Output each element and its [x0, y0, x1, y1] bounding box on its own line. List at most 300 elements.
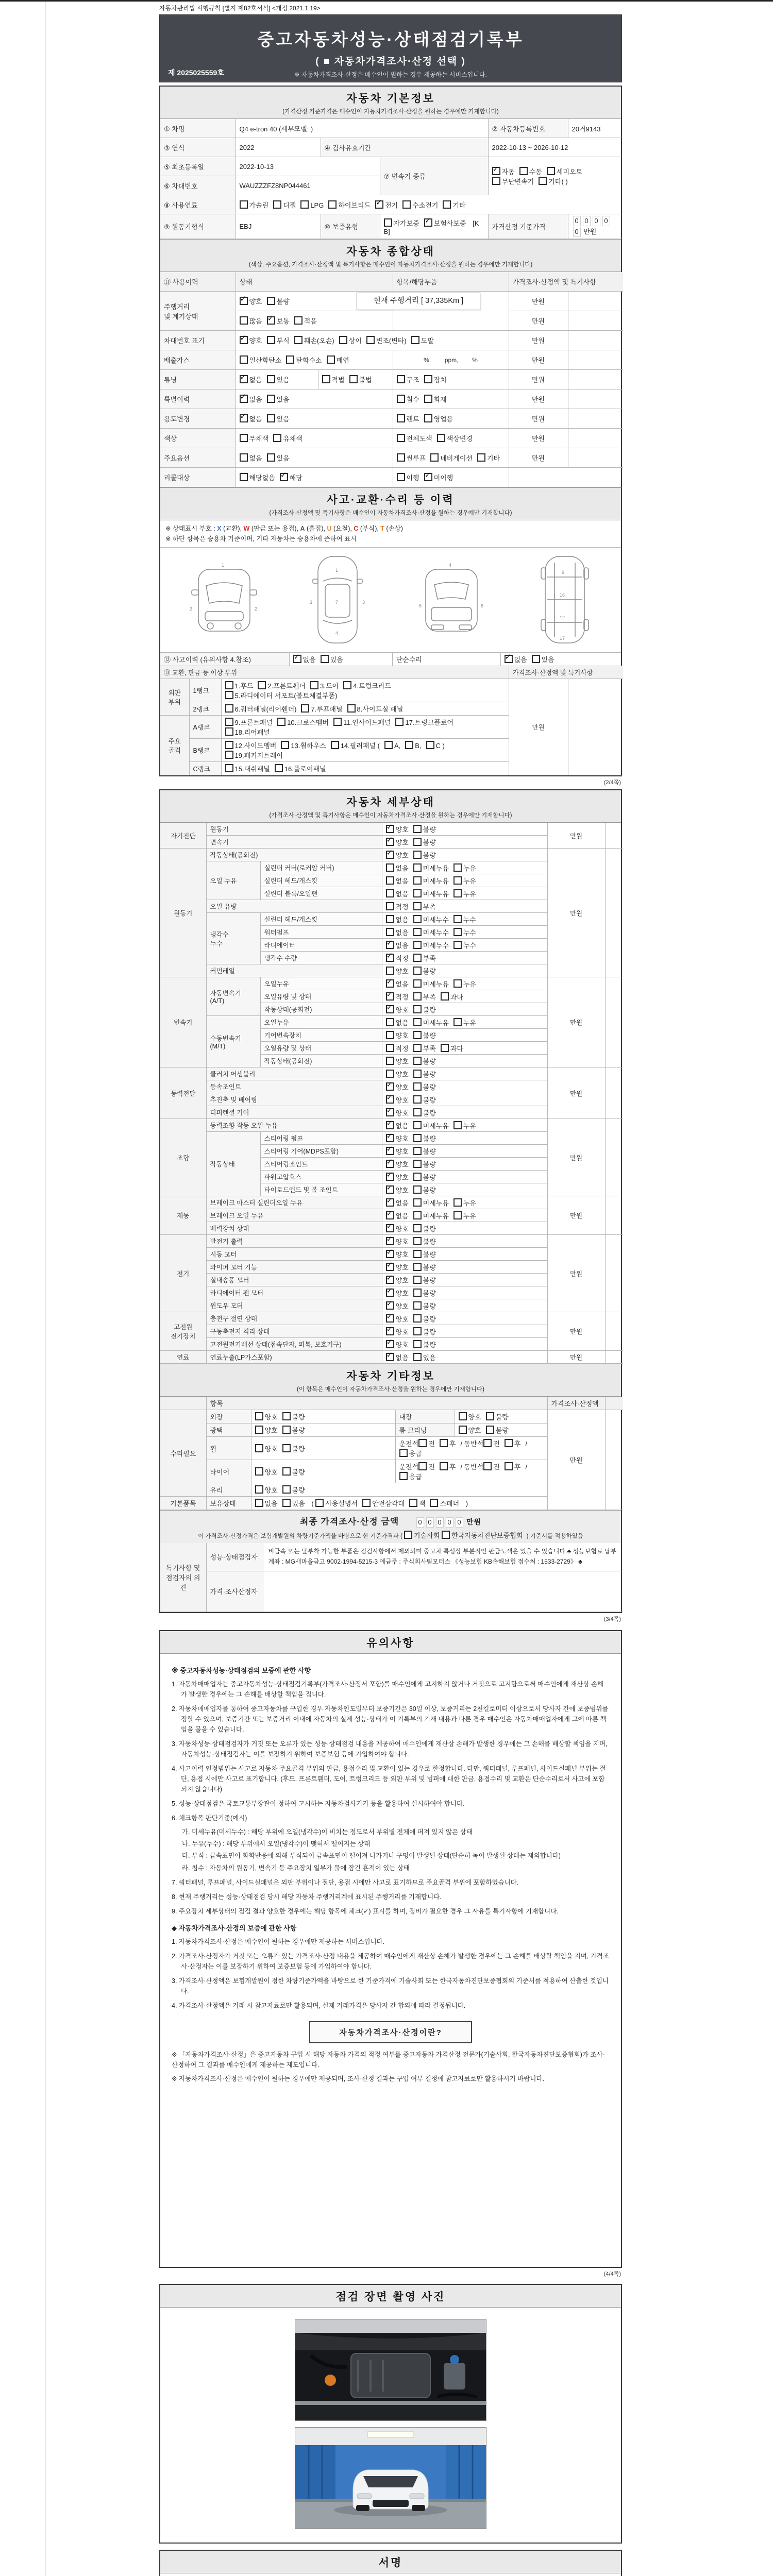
checkbox-option[interactable]: 양호	[255, 1485, 278, 1495]
svg-text:7: 7	[335, 600, 339, 605]
checkbox-option[interactable]: 기술사회	[404, 1530, 440, 1540]
checkbox-option[interactable]: 해당없음	[240, 472, 275, 482]
checkbox-icon	[282, 1485, 291, 1494]
checkbox-option[interactable]: LPG	[300, 200, 324, 209]
checkbox-option[interactable]: 부족	[413, 992, 436, 1002]
checkbox-icon	[386, 1314, 394, 1323]
label-cell: 냉각수 수량	[260, 952, 382, 964]
checkbox-option[interactable]: 누유	[453, 1018, 476, 1027]
checkbox-option[interactable]: 불량	[413, 1133, 436, 1143]
checkbox-option[interactable]: 세미오토	[547, 166, 582, 176]
checkbox-option[interactable]: ✓ 양호	[386, 1005, 409, 1014]
checkbox-option[interactable]: 양호	[255, 1444, 278, 1453]
checkbox-option[interactable]: ✓ 적정	[386, 953, 409, 963]
checkbox-option[interactable]: ✓ 보험사보증	[424, 218, 466, 228]
checkbox-option[interactable]: 탄화수소	[286, 355, 322, 365]
label-cell: 색상	[160, 429, 236, 448]
checkbox-option[interactable]: A,	[384, 741, 400, 750]
checkbox-option[interactable]: 훼손(오손)	[294, 335, 334, 345]
checkbox-option[interactable]: 불량	[282, 1425, 305, 1435]
checkbox-option[interactable]: 이행	[397, 472, 419, 482]
checkbox-option[interactable]: 잭	[409, 1498, 426, 1508]
price-cell: 만원	[547, 1351, 605, 1364]
checkbox-option[interactable]: 4.트렁크리드	[343, 681, 391, 690]
checkbox-option[interactable]: 응급	[399, 1448, 422, 1458]
label-cell: 특별이력	[160, 389, 236, 409]
checkbox-icon	[267, 375, 275, 383]
checkbox-option[interactable]: 과다	[441, 1043, 463, 1053]
checkbox-option[interactable]: 불량	[413, 1172, 436, 1182]
checkbox-option[interactable]: ✓ 없음	[386, 1352, 409, 1362]
checkbox-option[interactable]: 12.사이드멤버	[225, 740, 277, 750]
checkbox-option[interactable]: 있음	[267, 394, 290, 404]
checkbox-option[interactable]: ✓ 양호	[386, 1249, 409, 1259]
checkbox-option[interactable]: 미세누유	[413, 1121, 449, 1130]
value-cell	[221, 702, 509, 716]
label-cell: 특기사항 및 점검자의 의견	[160, 1543, 206, 1612]
checkbox-icon	[413, 1018, 422, 1026]
checkbox-option[interactable]: 없음	[386, 889, 409, 899]
checkbox-option[interactable]: 구조	[397, 375, 419, 384]
checkbox-option[interactable]: 불량	[413, 1224, 436, 1233]
checkbox-option[interactable]: ✓ 양호	[386, 1185, 409, 1195]
checkbox-option[interactable]: 불량	[413, 1005, 436, 1014]
checkbox-option[interactable]: 도말	[411, 335, 434, 345]
checkbox-option[interactable]: 5.라디에이터 서포트(볼트체결부품)	[225, 690, 338, 700]
checkbox-option[interactable]: ✓ 양호	[386, 1275, 409, 1285]
checkbox-option[interactable]: 양호	[386, 1069, 409, 1079]
checkbox-option[interactable]: 네비게이션	[430, 453, 473, 463]
value-cell	[236, 195, 623, 214]
checkbox-option[interactable]: ✓ 없음	[386, 940, 409, 950]
final-price-note: 이 가격조사·산정가격은 보험개발원의 차량기준가액을 바탕으로 한 기준가격과 ( 기술사회 한국자동차진단보증협회 ) 기준서를 적용하였음	[160, 1530, 621, 1540]
checkbox-icon	[409, 1499, 417, 1507]
checkbox-option[interactable]: 수동	[519, 166, 542, 176]
band-etc-info	[160, 1364, 621, 1397]
label-cell: C랭크	[189, 762, 221, 775]
checkbox-option[interactable]: 자가보증	[384, 218, 419, 228]
checkbox-option[interactable]: 10.크로스멤버	[277, 717, 329, 727]
checkbox-option[interactable]: 있음	[282, 1498, 305, 1508]
checkbox-icon	[293, 655, 301, 663]
law-reference: 자동차관리법 시행규칙 [별지 제82호서식] <개정 2021.1.19>	[159, 5, 321, 12]
checkbox-option[interactable]: 침수	[397, 394, 419, 404]
checkbox-option[interactable]: 불량	[413, 1275, 436, 1285]
value-cell	[488, 157, 623, 195]
checkbox-icon	[386, 1211, 394, 1219]
checkbox-option[interactable]: 14.필러패널 (	[331, 740, 380, 750]
checkbox-option[interactable]: ✓ 없음	[240, 375, 262, 384]
checkbox-option[interactable]: 무단변속기	[492, 176, 534, 186]
checkbox-icon	[386, 1070, 394, 1078]
checkbox-option[interactable]: ✓ 없음	[293, 654, 316, 664]
checkbox-icon	[413, 1237, 422, 1245]
checkbox-option[interactable]: 미세누유	[413, 876, 449, 886]
checkbox-option[interactable]: 변조(변타)	[366, 335, 407, 345]
checkbox-option[interactable]: ✓ 양호	[386, 1301, 409, 1311]
checkbox-option[interactable]: 미세누유	[413, 1198, 449, 1208]
checkbox-option[interactable]: 부족	[413, 902, 436, 911]
value-cell	[289, 653, 392, 666]
checkbox-icon	[413, 1095, 422, 1104]
checkbox-option[interactable]: 불량	[413, 1185, 436, 1195]
checkbox-option[interactable]: 색상변경	[437, 433, 473, 443]
checkbox-option[interactable]: 있음	[413, 1352, 436, 1362]
checkbox-option[interactable]: 적음	[294, 316, 317, 326]
checkbox-icon	[397, 473, 405, 481]
checkbox-option[interactable]: 불량	[413, 1146, 436, 1156]
label-cell: 가격·조사산정자	[206, 1571, 263, 1612]
checkbox-option[interactable]: ✓ 보통	[267, 316, 290, 326]
checkbox-option[interactable]: 후	[440, 1438, 456, 1448]
checkbox-option[interactable]: 무채색	[240, 433, 269, 443]
checkbox-icon	[267, 297, 275, 305]
checkbox-option[interactable]: 부식	[267, 335, 290, 345]
checkbox-option[interactable]: 양호	[255, 1467, 278, 1477]
checkbox-option[interactable]: 누유	[453, 979, 476, 989]
checkbox-option[interactable]: 8.사이드실 패널	[347, 704, 404, 714]
checkbox-icon	[426, 741, 434, 749]
checkbox-option[interactable]: 있음	[267, 414, 290, 423]
label-cell: 와이퍼 모터 기능	[206, 1261, 382, 1274]
checkbox-icon	[282, 1412, 291, 1420]
label-cell: 리콜대상	[160, 468, 236, 487]
checkbox-icon	[413, 1353, 422, 1361]
checkbox-option[interactable]: 7.루프패널	[301, 704, 342, 714]
checkbox-option[interactable]: 불량	[413, 1288, 436, 1298]
checkbox-option[interactable]: 불량	[413, 1030, 436, 1040]
checkbox-option[interactable]: 기타	[443, 200, 465, 210]
checkbox-option[interactable]: 불량	[486, 1425, 509, 1435]
checkbox-icon	[430, 453, 439, 462]
checkbox-option[interactable]: 미세누수	[413, 940, 449, 950]
checkbox-option[interactable]: 수소전기	[402, 200, 438, 210]
checkbox-icon	[273, 434, 281, 442]
checkbox-option[interactable]: 불량	[413, 1262, 436, 1272]
checkbox-option[interactable]: 부족	[413, 953, 436, 963]
checkbox-option[interactable]: C )	[426, 741, 445, 750]
checkbox-option[interactable]: ✓ 해당	[280, 472, 303, 482]
checkbox-option[interactable]: 불량	[413, 1159, 436, 1169]
checkbox-option[interactable]: 양호	[386, 966, 409, 976]
checkbox-option[interactable]: 과다	[441, 992, 463, 1002]
checkbox-option[interactable]: ✓ 없음	[386, 1211, 409, 1221]
label-cell: 스티어링 펌프	[260, 1132, 382, 1145]
checkbox-option[interactable]: 불량	[413, 824, 436, 834]
checkbox-option[interactable]: ✓ 없음	[505, 654, 527, 664]
checkbox-option[interactable]: 전	[483, 1438, 500, 1448]
checkbox-option[interactable]: 없음	[386, 914, 409, 924]
checkbox-option[interactable]: 불량	[267, 296, 290, 306]
checkbox-option[interactable]: ✓ 양호	[386, 1340, 409, 1349]
checkbox-option[interactable]: 하이브리드	[328, 200, 371, 210]
amount-digit-box: 0	[416, 1517, 424, 1528]
svg-text:12: 12	[560, 615, 565, 620]
checkbox-option[interactable]: ✓ 없음	[386, 1198, 409, 1208]
checkbox-option[interactable]: ✓ 적정	[386, 992, 409, 1002]
checkbox-option[interactable]: 누유	[453, 1211, 476, 1221]
value-cell: 20거9143	[568, 119, 623, 138]
checkbox-option[interactable]: 미세누유	[413, 1211, 449, 1221]
checkbox-option[interactable]: 있음	[532, 654, 554, 664]
value-cell	[605, 1196, 623, 1235]
checkbox-option[interactable]: 없음	[386, 927, 409, 937]
checkbox-option[interactable]: 불량	[413, 1056, 436, 1066]
checkbox-option[interactable]: 불법	[349, 375, 372, 384]
checkbox-option[interactable]: 전	[483, 1462, 500, 1471]
checkbox-option[interactable]: 2.프론트휀더	[258, 681, 306, 690]
value-cell	[382, 939, 547, 952]
checkbox-option[interactable]: ✓ 양호	[386, 1224, 409, 1233]
checkbox-icon	[282, 1444, 291, 1452]
value-cell	[455, 1410, 547, 1423]
checkbox-option[interactable]: 양호	[459, 1412, 481, 1421]
final-price-band	[160, 1510, 621, 1543]
checkbox-option[interactable]: 17.트렁크플로어	[395, 717, 453, 727]
checkbox-option[interactable]: 디젤	[273, 200, 296, 210]
checkbox-option[interactable]: 없음	[386, 876, 409, 886]
checkbox-option[interactable]: 전	[418, 1438, 435, 1448]
checkbox-option[interactable]: 불량	[282, 1444, 305, 1453]
checkbox-option[interactable]: 불량	[282, 1467, 305, 1477]
checkbox-option[interactable]: ✓ 없음	[240, 394, 262, 404]
checkbox-option[interactable]: ✓ 없음	[240, 414, 262, 423]
price-cell: 만원	[509, 448, 568, 468]
etc-info-table	[160, 1397, 623, 1510]
checkbox-option[interactable]: 한국자동차진단보증협회	[442, 1530, 523, 1540]
checkbox-icon	[347, 704, 356, 713]
checkbox-icon	[486, 1412, 494, 1420]
checkbox-option[interactable]: 19.패키지트레이	[225, 750, 283, 760]
checkbox-option[interactable]: ✓ 양호	[386, 850, 409, 860]
amount-digit-box: 0	[573, 216, 581, 226]
checkbox-option[interactable]: 화재	[424, 394, 447, 404]
checkbox-option[interactable]: 불량	[413, 1236, 436, 1246]
checkbox-option[interactable]: 15.대쉬패널	[225, 764, 270, 773]
checkbox-icon	[331, 741, 339, 749]
checkbox-icon	[492, 177, 500, 185]
checkbox-option[interactable]: ✓ 양호	[386, 824, 409, 834]
value-cell	[382, 1003, 547, 1016]
checkbox-option[interactable]: 없음	[255, 1498, 278, 1508]
checkbox-option[interactable]: 불량	[413, 1340, 436, 1349]
checkbox-option[interactable]: 매연	[327, 355, 349, 365]
checkbox-option[interactable]: ✓ 없음	[386, 1121, 409, 1130]
checkbox-option[interactable]: 미세누수	[413, 927, 449, 937]
band-subtitle: (색상, 주요옵션, 가격조사·산정액 및 특기사항은 매수인이 자동차가격조사·산정을 원하는 경우에만 기재합니다)	[248, 262, 533, 268]
checkbox-icon	[397, 375, 405, 383]
checkbox-option[interactable]: 불량	[413, 1327, 436, 1336]
checkbox-option[interactable]: 스패너	[430, 1498, 459, 1508]
checkbox-option[interactable]: 있음	[321, 654, 343, 664]
checkbox-option[interactable]: ✓ 전기	[375, 200, 398, 210]
checkbox-option[interactable]: 가솔린	[240, 200, 269, 210]
checkbox-option[interactable]: 안전삼각대	[362, 1498, 405, 1508]
checkbox-option[interactable]: 적법	[322, 375, 345, 384]
checkbox-option[interactable]: 불량	[413, 837, 436, 847]
checkbox-option[interactable]: 사용설명서	[315, 1498, 358, 1508]
checkbox-option[interactable]: 부족	[413, 1043, 436, 1053]
label-cell: 추진축 및 베어링	[206, 1093, 382, 1106]
value-cell	[382, 1312, 547, 1325]
checkbox-option[interactable]: ✓ 양호	[386, 837, 409, 847]
checkbox-option[interactable]: 양호	[386, 1056, 409, 1066]
checkbox-option[interactable]: 장치	[424, 375, 447, 384]
checkbox-option[interactable]: 양호	[386, 1030, 409, 1040]
band-signature	[160, 2551, 621, 2573]
checkbox-option[interactable]: ✓ 양호	[386, 1288, 409, 1298]
checkbox-option[interactable]: 불량	[413, 1108, 436, 1117]
label-cell: 동력조향 작동 오일 누유	[206, 1119, 382, 1132]
checkbox-option[interactable]: 후	[505, 1462, 521, 1471]
checkbox-option[interactable]: 1.후드	[225, 681, 254, 690]
checkbox-icon	[386, 954, 394, 962]
amount-digit-box: 0	[446, 1517, 453, 1528]
checkbox-icon	[255, 1426, 263, 1434]
checkbox-option[interactable]: 없음	[240, 453, 262, 463]
checkbox-option[interactable]: 미세누유	[413, 889, 449, 899]
checkbox-option[interactable]: 9.프론트패널	[225, 717, 273, 727]
band-subtitle: (가격산정 기준가격은 매수인이 자동차가격조사·산정을 원하는 경우에만 기재합니다)	[282, 109, 499, 115]
checkbox-option[interactable]: 13.휠하우스	[281, 740, 326, 750]
label-cell: ④ 검사유효기간	[321, 138, 488, 157]
checkbox-option[interactable]: ✓ 양호	[386, 1146, 409, 1156]
checkbox-option[interactable]: 기타	[477, 453, 500, 463]
checkbox-option[interactable]: ✓ 양호	[240, 335, 262, 345]
checkbox-option[interactable]: ✓ 양호	[386, 1327, 409, 1336]
checkbox-option[interactable]: 후	[505, 1438, 521, 1448]
checkbox-option[interactable]: 전체도색	[397, 433, 432, 443]
checkbox-icon	[532, 655, 540, 663]
checkbox-option[interactable]: 불량	[413, 1301, 436, 1311]
checkbox-option[interactable]: 응급	[399, 1471, 422, 1481]
checkbox-icon	[386, 1018, 394, 1026]
label-cell: 실린더 헤드/개스킷	[260, 913, 382, 926]
checkbox-icon	[349, 375, 358, 383]
checkbox-option[interactable]: 많음	[240, 316, 262, 326]
checkbox-option[interactable]: 상이	[339, 335, 362, 345]
checkbox-option[interactable]: ✓ 없음	[386, 979, 409, 989]
checkbox-option[interactable]: 전	[418, 1462, 435, 1471]
checkbox-option[interactable]: 양호	[255, 1425, 278, 1435]
value-cell	[236, 468, 393, 487]
label-cell: 커먼레일	[206, 964, 382, 977]
checkbox-option[interactable]: 양호	[255, 1412, 278, 1421]
checkbox-option[interactable]: 불량	[413, 1082, 436, 1092]
checkbox-option[interactable]: ✓ 양호	[386, 1082, 409, 1092]
checkbox-option[interactable]: 적정	[386, 1043, 409, 1053]
checkbox-option[interactable]: 양호	[459, 1425, 481, 1435]
checkbox-option[interactable]: 기타( )	[539, 176, 567, 186]
checkbox-icon	[258, 681, 266, 689]
checkbox-option[interactable]: 없음	[386, 1018, 409, 1027]
checkbox-option[interactable]: 미세누유	[413, 1018, 449, 1027]
checkbox-option[interactable]: 있음	[267, 453, 290, 463]
checkbox-option[interactable]: ✓ 양호	[386, 1159, 409, 1169]
checkbox-option[interactable]: 적정	[386, 902, 409, 911]
checkbox-option[interactable]: 썬루프	[397, 453, 426, 463]
checkbox-option[interactable]: B,	[405, 741, 421, 750]
checkbox-option[interactable]: ✓자동	[492, 166, 515, 176]
band-title: 자동차 종합상태	[346, 246, 435, 258]
checkbox-option[interactable]: 미세누유	[413, 863, 449, 873]
checkbox-icon	[413, 1301, 422, 1310]
value-cell: 2022-10-13 ~ 2026-10-12	[488, 138, 623, 157]
checkbox-option[interactable]: 누수	[453, 927, 476, 937]
checkbox-icon	[411, 336, 419, 344]
checkbox-option[interactable]: 불량	[413, 1249, 436, 1259]
price-cell: 만원	[547, 849, 605, 977]
value-cell	[382, 1274, 547, 1286]
checkbox-icon	[386, 902, 394, 910]
checkbox-option[interactable]: 렌트	[397, 414, 419, 423]
checkbox-option[interactable]: 16.플로어패널	[275, 764, 326, 773]
checkbox-icon	[366, 336, 375, 344]
checkbox-option[interactable]: 있음	[267, 375, 290, 384]
checkbox-option[interactable]: ✓ 양호	[386, 1095, 409, 1105]
checkbox-option[interactable]: 일산화탄소	[240, 355, 282, 365]
checkbox-option[interactable]: ✓ 양호	[386, 1314, 409, 1324]
checkbox-option[interactable]: 누유	[453, 863, 476, 873]
checkbox-icon	[453, 941, 462, 949]
checkbox-option[interactable]: 영업용	[424, 414, 453, 423]
amount-digit-box: 0	[573, 227, 581, 237]
checkbox-option[interactable]: ✓ 미이행	[424, 472, 453, 482]
checkbox-option[interactable]: 불량	[282, 1485, 305, 1495]
checkbox-option[interactable]: 11.인사이드패널	[333, 717, 391, 727]
checkbox-option[interactable]: 누유	[453, 1198, 476, 1208]
checkbox-option[interactable]: 3.도어	[310, 681, 339, 690]
value-cell: 0 0 0 00 만원	[568, 214, 623, 239]
price-cell: 만원	[509, 679, 568, 775]
checkbox-option[interactable]: ✓ 양호	[386, 1262, 409, 1272]
label-cell: 타이로드엔드 및 볼 조인트	[260, 1183, 382, 1196]
checkbox-option[interactable]: 6.쿼터패널(리어휀더)	[225, 704, 297, 714]
checkbox-icon	[437, 434, 445, 442]
checkbox-option[interactable]: 불량	[486, 1412, 509, 1421]
checkbox-option[interactable]: 누유	[453, 889, 476, 899]
checkbox-option[interactable]: ✓ 양호	[386, 1172, 409, 1182]
checkbox-option[interactable]: 누유	[453, 876, 476, 886]
checkbox-icon	[225, 691, 233, 699]
checkbox-option[interactable]: 불량	[282, 1412, 305, 1421]
checkbox-option[interactable]: ✓ 양호	[386, 1108, 409, 1117]
checkbox-option[interactable]: 없음	[386, 863, 409, 873]
checkbox-option[interactable]: 불량	[413, 966, 436, 976]
checkbox-option[interactable]: 불량	[413, 1095, 436, 1105]
checkbox-option[interactable]: 후	[440, 1462, 456, 1471]
checkbox-icon	[240, 200, 248, 209]
label-cell: ⑧ 사용연료	[160, 195, 236, 214]
checkbox-option[interactable]: 누수	[453, 914, 476, 924]
checkbox-option[interactable]: ✓ 양호	[386, 1236, 409, 1246]
value-cell	[382, 861, 547, 874]
checkbox-option[interactable]: 불량	[413, 1314, 436, 1324]
checkbox-icon	[441, 992, 449, 1001]
checkbox-option[interactable]: ✓ 양호	[386, 1133, 409, 1143]
checkbox-option[interactable]: 미세누유	[413, 979, 449, 989]
price-cell: 만원	[509, 409, 568, 429]
checkbox-option[interactable]: 누수	[453, 940, 476, 950]
checkbox-option[interactable]: 18.리어패널	[225, 727, 270, 737]
band-title: 사고·교환·수리 등 이력	[327, 494, 455, 506]
checkbox-option[interactable]: 불량	[413, 850, 436, 860]
checkbox-option[interactable]: 누유	[453, 1121, 476, 1130]
checkbox-option[interactable]: 유채색	[273, 433, 303, 443]
checkbox-option[interactable]: ✓양호	[240, 296, 262, 306]
checkbox-option[interactable]: 미세누수	[413, 914, 449, 924]
checkbox-option[interactable]: 불량	[413, 1069, 436, 1079]
